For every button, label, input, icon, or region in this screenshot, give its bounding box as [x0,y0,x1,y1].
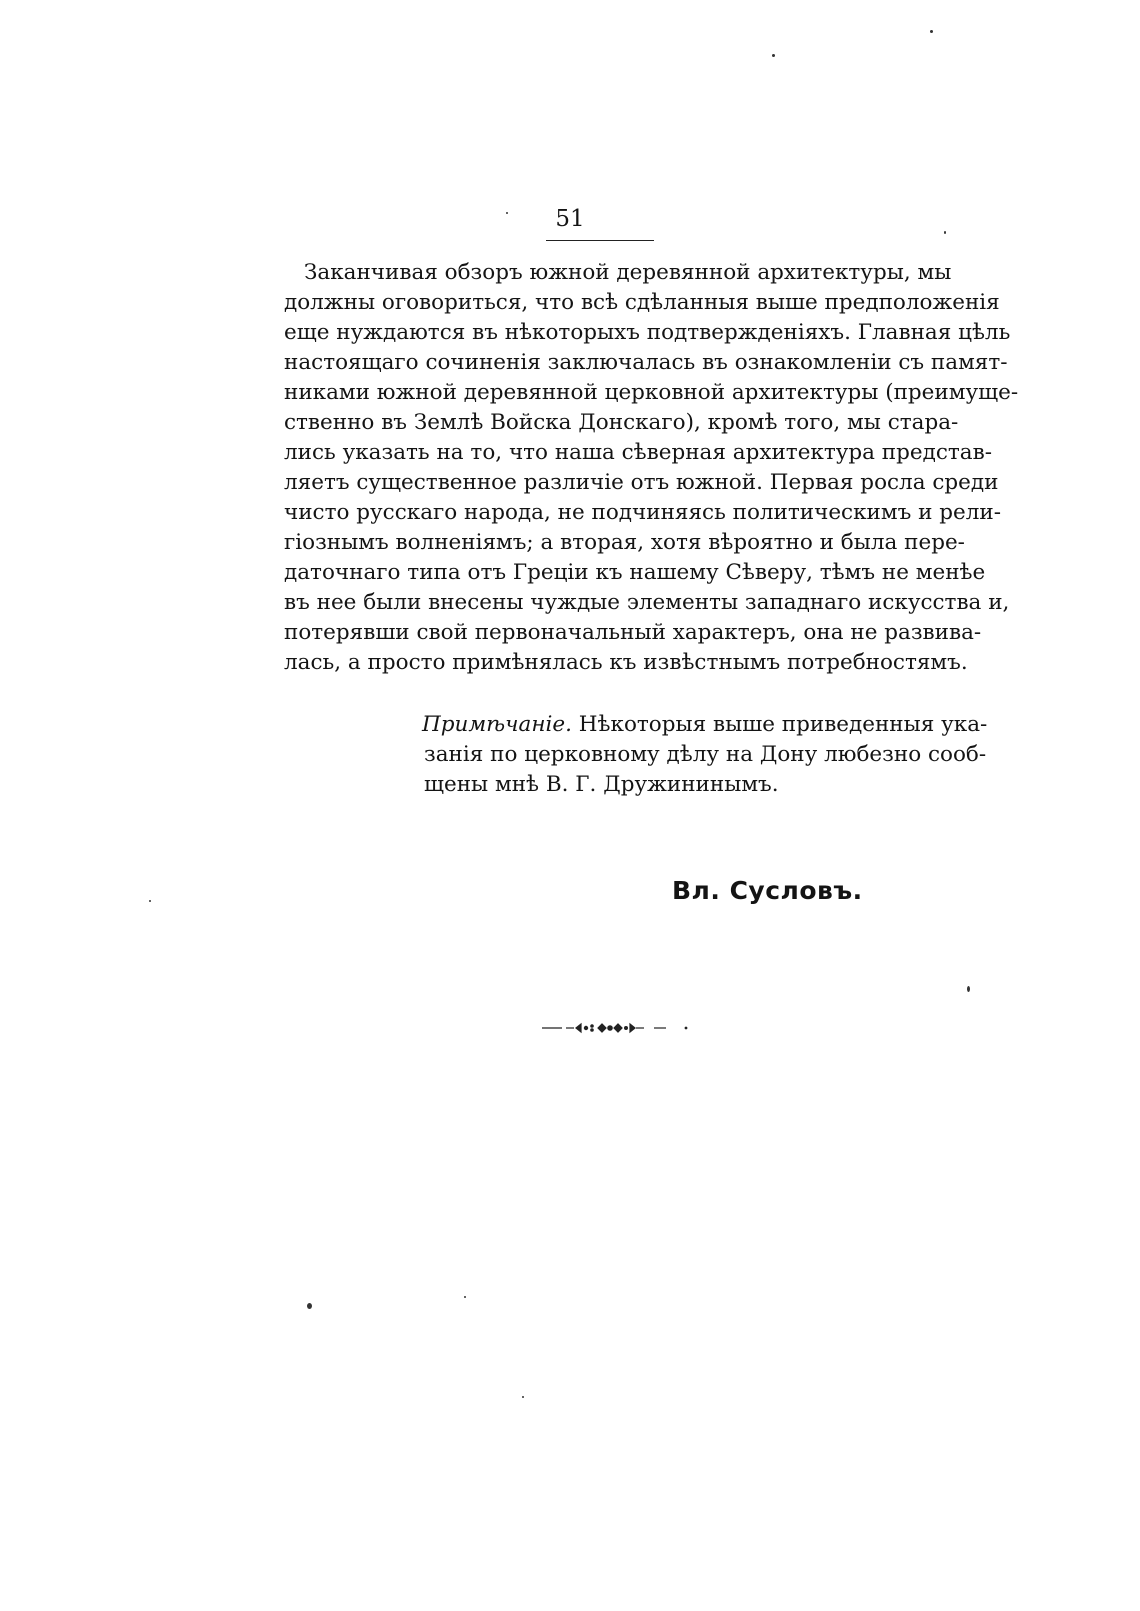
page-number: 51 [555,206,585,232]
scan-speck [772,54,775,57]
paragraph-line: ляетъ существенное различіе отъ южной. Первая росла среди [284,470,999,495]
paragraph-line: гіознымъ волненіямъ; а вторая, хотя вѣроятно и была пере- [284,530,965,555]
paragraph-line: никами южной деревянной церковной архитектуры (преимуще- [284,380,1019,405]
note-line: занія по церковному дѣлу на Дону любезно сооб- [424,742,987,767]
ornament-divider [540,1018,690,1038]
scan-speck [464,1296,466,1298]
author-signature: Вл. Сусловъ. [672,876,863,905]
scan-speck [149,900,151,902]
paragraph-line: Заканчивая обзоръ южной деревянной архитектуры, мы [304,260,952,285]
paragraph-line: чисто русскаго народа, не подчиняясь политическимъ и рели- [284,500,1001,525]
paragraph-line: даточнаго типа отъ Греціи къ нашему Сѣверу, тѣмъ не менѣе [284,560,986,585]
paragraph-line: еще нуждаются въ нѣкоторыхъ подтвержденіяхъ. Главная цѣль [284,320,1011,345]
paragraph-line: въ нее были внесены чуждые элементы западнаго искусства и, [284,590,1010,615]
scan-speck [930,30,933,33]
scan-speck [522,1396,524,1398]
paragraph-line: потерявши свой первоначальный характеръ, она не развива- [284,620,982,645]
scan-speck [506,212,508,214]
scan-speck [967,986,970,992]
paragraph-line: должны оговориться, что всѣ сдѣланныя выше предположенія [284,290,1000,315]
scan-speck [307,1303,312,1309]
note-line [422,710,988,740]
paragraph-line: лись указать на то, что наша сѣверная архитектура представ- [284,440,992,465]
scan-speck [944,231,946,234]
paragraph-line: настоящаго сочиненія заключалась въ ознакомленіи съ памят- [284,350,1008,375]
note-line-text: Нѣкоторыя выше приведенныя ука- [578,712,988,737]
page-number-rule [546,240,654,241]
paragraph-line: ственно въ Землѣ Войска Донскаго), кромѣ того, мы стара- [284,410,959,435]
note-label: Примѣчаніе. [422,712,572,737]
note-line: щены мнѣ В. Г. Дружининымъ. [424,772,779,797]
paragraph-line: лась, а просто примѣнялась къ извѣстнымъ потребностямъ. [284,650,968,675]
